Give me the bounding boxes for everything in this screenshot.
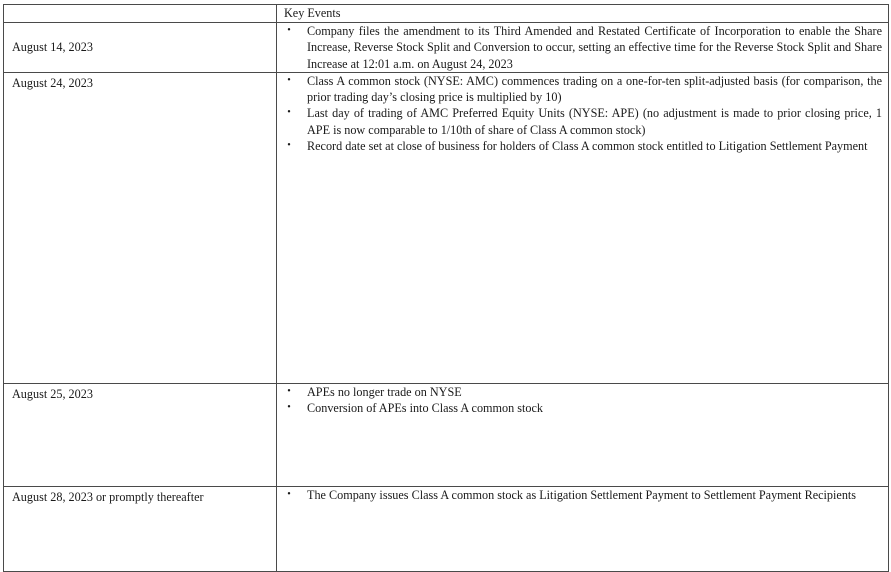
date-cell bbox=[4, 23, 277, 73]
event-text: Class A common stock (NYSE: AMC) commences trading on a one-for-ten split-adjusted basis (for comparison, the prior trading day’s closing price is multiplied by 10) bbox=[307, 73, 882, 105]
table-row bbox=[4, 486, 889, 571]
key-events-table bbox=[3, 4, 889, 572]
date-cell bbox=[4, 383, 277, 486]
date-cell bbox=[4, 72, 277, 383]
table-row bbox=[4, 72, 889, 383]
date-column-header bbox=[4, 5, 277, 23]
event-list bbox=[284, 73, 882, 154]
list-item bbox=[284, 138, 882, 154]
event-list bbox=[284, 23, 882, 72]
bullet-icon: • bbox=[287, 74, 291, 86]
bullet-icon: • bbox=[287, 488, 291, 500]
event-text: Last day of trading of AMC Preferred Equity Units (NYSE: APE) (no adjustment is made to prior closing price, 1 APE is now comparable to 1/10th of share of Class A common stock) bbox=[307, 106, 882, 137]
bullet-icon: • bbox=[287, 25, 291, 36]
event-list bbox=[284, 487, 882, 503]
event-date: August 25, 2023 bbox=[12, 386, 93, 401]
events-cell bbox=[277, 72, 889, 383]
event-list bbox=[284, 384, 882, 417]
event-date: August 28, 2023 or promptly thereafter bbox=[12, 489, 204, 504]
date-cell bbox=[4, 486, 277, 571]
list-item bbox=[284, 384, 882, 400]
bullet-icon: • bbox=[287, 385, 291, 397]
list-item bbox=[284, 23, 882, 72]
table-row bbox=[4, 23, 889, 73]
event-date: August 14, 2023 bbox=[12, 40, 93, 55]
event-text: The Company issues Class A common stock as Litigation Settlement Payment to Settlement Payment Recipients bbox=[307, 487, 857, 502]
events-cell bbox=[277, 23, 889, 73]
event-text: Record date set at close of business for holders of Class A common stock entitled to Litigation Settlement Payment bbox=[307, 139, 868, 154]
list-item bbox=[284, 105, 882, 138]
event-text: Company files the amendment to its Third Amended and Restated Certificate of Incorporation to enable the Share Increase, Reverse Stock Split and Conversion to occur, setting an effective time for the Reverse Stock Split and Share Increase at 12:01 a.m. on August 24, 2023 bbox=[307, 24, 882, 71]
key-events-column-header: Key Events bbox=[277, 5, 889, 23]
list-item bbox=[284, 73, 882, 106]
list-item bbox=[284, 400, 882, 416]
bullet-icon: • bbox=[287, 107, 291, 119]
bullet-icon: • bbox=[287, 140, 291, 152]
event-text: Conversion of APEs into Class A common stock bbox=[307, 401, 543, 416]
list-item bbox=[284, 487, 882, 503]
table-header-row bbox=[4, 5, 889, 23]
events-cell bbox=[277, 486, 889, 571]
events-cell bbox=[277, 383, 889, 486]
event-text: APEs no longer trade on NYSE bbox=[307, 384, 462, 399]
table-row bbox=[4, 383, 889, 486]
bullet-icon: • bbox=[287, 402, 291, 414]
event-date: August 24, 2023 bbox=[12, 75, 93, 90]
